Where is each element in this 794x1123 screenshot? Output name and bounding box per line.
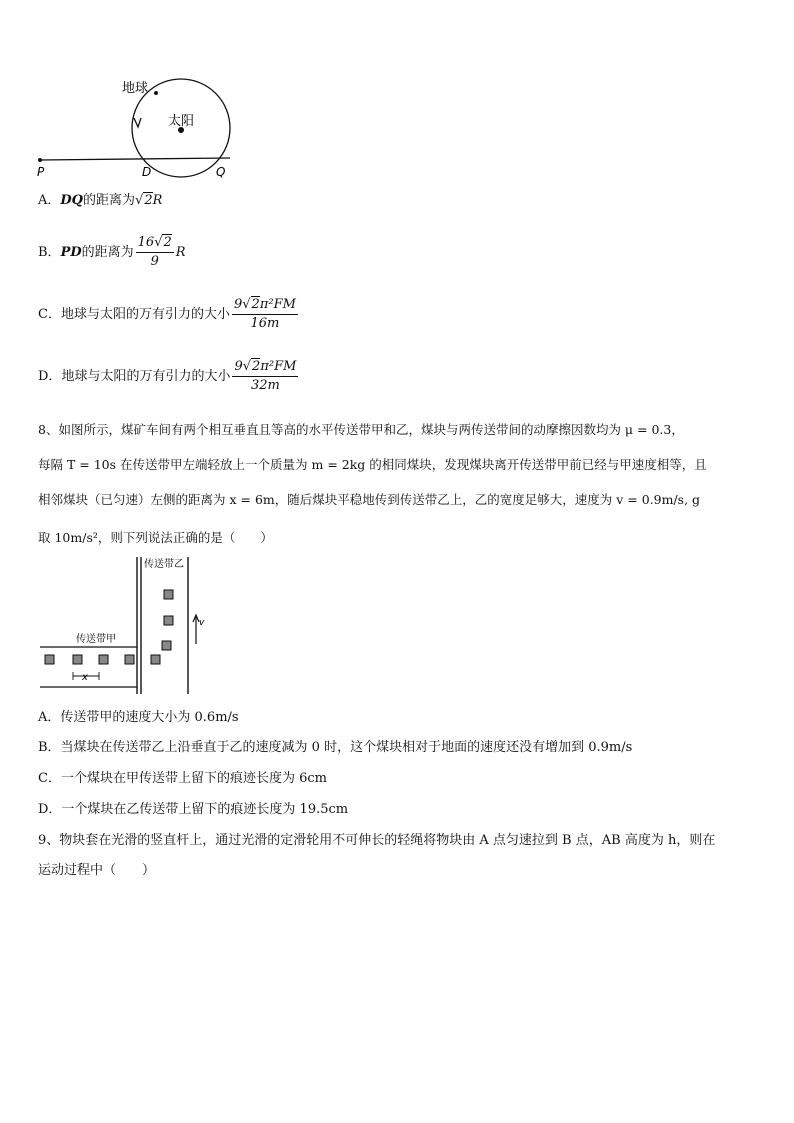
coal-block	[45, 655, 54, 664]
option-prefix: D．	[38, 368, 62, 384]
q-label: Q	[216, 165, 226, 179]
fraction: $\frac{16√2}{9}$	[137, 235, 172, 269]
coal-block	[125, 655, 134, 664]
q7-option-b	[38, 234, 186, 271]
option-text: 的距离为	[81, 244, 134, 260]
earth-label: 地球	[122, 81, 149, 96]
num-sqrt: 2	[252, 359, 261, 374]
q8-line-3: 相邻煤块（已匀速）左侧的距离为 x = 6m，随后煤块平稳地传到传送带乙上，乙的宽度足够大，速度为 v = 0.9m/s, g	[38, 492, 701, 507]
sqrt-value: 2	[144, 193, 153, 208]
num-sqrt: 2	[251, 297, 260, 312]
orbit-figure	[30, 70, 250, 180]
option-text: 地球与太阳的万有引力的大小	[60, 306, 230, 322]
option-text: 地球与太阳的万有引力的大小	[61, 368, 231, 384]
q8-option-b: B．当煤块在传送带乙上沿垂直于乙的速度减为 0 时，这个煤块相对于地面的速度还没有增加到 0.9m/s	[38, 740, 633, 755]
q7-option-c	[38, 296, 300, 333]
p-label: P	[37, 165, 45, 179]
option-text: 的距离为	[83, 193, 136, 208]
conveyor-figure	[36, 552, 216, 697]
q8-option-a: A．传送带甲的速度大小为 0.6m/s	[38, 710, 239, 725]
option-prefix: C．	[38, 306, 61, 322]
fraction: $\frac{\text{9√2π²FM}}{32m}$	[234, 359, 297, 393]
var-r: R	[175, 244, 186, 260]
num-coef: 9	[233, 297, 243, 312]
coal-block	[151, 655, 160, 664]
v-label: v	[199, 618, 205, 628]
num-rest: π²FM	[260, 359, 297, 374]
direction-arrow-icon	[134, 118, 141, 127]
q8-line-4: 取 10m/s²，则下列说法正确的是（ ）	[38, 530, 273, 545]
belt-a-label: 传送带甲	[76, 634, 116, 645]
num-coef: 9	[234, 359, 243, 374]
q8-option-c: C．一个煤块在甲传送带上留下的痕迹长度为 6cm	[38, 771, 327, 786]
q9-line-1: 9、物块套在光滑的竖直杆上，通过光滑的定滑轮用不可伸长的轻绳将物块由 A 点匀速拉到 B 点，AB 高度为 h，则在	[38, 833, 716, 848]
denominator: 9	[150, 254, 159, 269]
q7-option-d	[38, 358, 300, 395]
denominator: 16m	[250, 316, 280, 331]
num-coef: 16	[137, 235, 155, 250]
x-label: x	[82, 672, 88, 683]
coal-block	[99, 655, 108, 664]
num-sqrt: 2	[163, 235, 172, 250]
q7-option-a: A． DQ 的距离为 √2 R	[38, 193, 163, 208]
denominator: 32m	[250, 378, 280, 393]
q8-option-d: D．一个煤块在乙传送带上留下的痕迹长度为 19.5cm	[38, 802, 349, 817]
q8-line-1: 8、如图所示，煤矿车间有两个相互垂直且等高的水平传送带甲和乙，煤块与两传送带间的动摩擦因数均为 μ = 0.3，	[38, 422, 684, 437]
segment-name: PD	[60, 244, 82, 260]
coal-block	[164, 590, 173, 599]
fraction: $\frac{\text{9√2π²FM}}{16m}$	[233, 297, 296, 331]
tangent-line	[40, 158, 230, 160]
coal-block	[162, 641, 171, 650]
coal-block	[164, 616, 173, 625]
option-prefix: A．	[38, 193, 61, 208]
q9-line-2: 运动过程中（ ）	[38, 863, 156, 878]
option-prefix: B．	[38, 244, 61, 260]
q8-line-2: 每隔 T = 10s 在传送带甲左端轻放上一个质量为 m = 2kg 的相同煤块，发现煤块离开传送带甲前已经与甲速度相等，且	[38, 457, 707, 472]
d-label: D	[142, 165, 152, 179]
segment-name: DQ	[60, 193, 83, 208]
num-rest: π²FM	[259, 297, 296, 312]
earth-dot	[154, 91, 158, 95]
coal-block	[73, 655, 82, 664]
belt-b-label: 传送带乙	[144, 559, 184, 570]
var-r: R	[152, 193, 163, 208]
sun-label: 太阳	[168, 114, 195, 129]
